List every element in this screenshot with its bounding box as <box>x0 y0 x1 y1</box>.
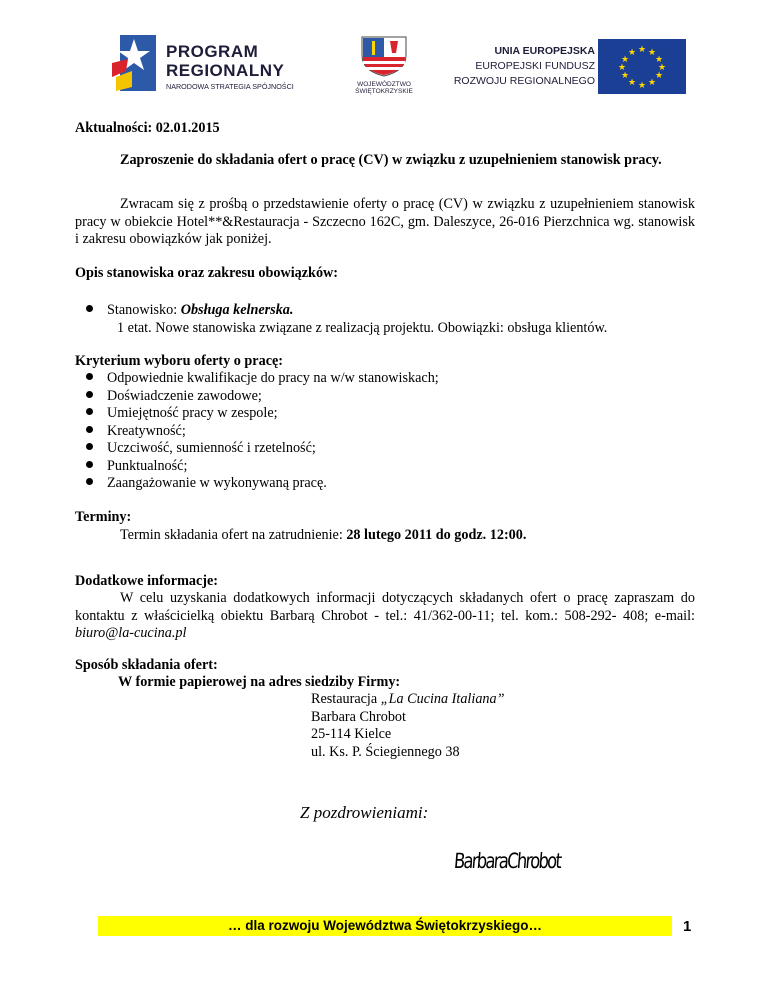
contact-email-link[interactable]: biuro@la-cucina.pl <box>75 625 187 641</box>
invitation-title-text: Zaproszenie do składania ofert o pracę (CV) w związku z uzupełnieniem stanowisk pracy. <box>120 152 662 168</box>
invitation-title <box>75 152 695 170</box>
program-logo-line3: NARODOWA STRATEGIA SPÓJNOŚCI <box>166 82 294 91</box>
bullet-icon <box>86 478 93 485</box>
deadlines-heading: Terminy: <box>75 509 132 525</box>
criteria-item <box>86 388 262 406</box>
position-label: Stanowisko: <box>107 302 181 318</box>
eu-logo-line3: ROZWOJU REGIONALNEGO <box>453 75 595 87</box>
criteria-item <box>86 440 316 458</box>
criteria-item <box>86 370 439 388</box>
bullet-icon <box>86 443 93 450</box>
criteria-text: Umiejętność pracy w zespole; <box>107 405 278 421</box>
address-line2: Barbara Chrobot <box>311 708 406 725</box>
closing-greeting: Z pozdrowieniami: <box>300 803 429 822</box>
address-line1 <box>311 691 505 709</box>
bullet-icon <box>86 373 93 380</box>
eu-logo-line1: UNIA EUROPEJSKA <box>494 45 595 57</box>
intro-paragraph-text: Zwracam się z prośbą o przedstawienie oferty o pracę (CV) w związku z uzupełnieniem stanowisk pracy w obiekcie Hotel**&Restauracja - Szczecno 162C, gm. Daleszyce, 26-016 Pierzchnica wg. stanowisk i zakresu obowiązków jak poniżej. <box>75 196 695 247</box>
bullet-icon <box>86 426 93 433</box>
criteria-text: Kreatywność; <box>107 422 186 439</box>
criteria-text: Odpowiednie kwalifikacje do pracy na w/w stanowiskach; <box>107 370 439 386</box>
criteria-item <box>86 475 327 493</box>
restaurant-name: „La Cucina Italiana” <box>380 691 505 707</box>
bullet-icon <box>86 305 93 312</box>
criteria-item <box>86 405 278 423</box>
position-heading: Opis stanowiska oraz zakresu obowiązków: <box>75 265 339 281</box>
criteria-heading: Kryterium wyboru oferty o pracę: <box>75 353 284 369</box>
position-name: Obsługa kelnerska. <box>180 302 294 318</box>
voivodeship-logo <box>345 33 425 95</box>
program-regionalny-logo <box>108 33 323 95</box>
program-logo-line1: PROGRAM <box>166 42 259 61</box>
program-star-icon <box>108 33 160 93</box>
footer-tagline: … dla rozwoju Województwa Świętokrzyskiego… <box>227 918 543 933</box>
criteria-text: Punktualność; <box>107 457 188 474</box>
eu-logo-line2: EUROPEJSKI FUNDUSZ <box>475 60 595 72</box>
additional-heading: Dodatkowe informacje: <box>75 573 219 589</box>
voivodeship-logo-line1: WOJEWÓDZTWO <box>357 81 411 88</box>
additional-paragraph <box>75 590 695 643</box>
bullet-icon <box>86 408 93 415</box>
address-block <box>311 691 505 761</box>
criteria-text: Doświadczenie zawodowe; <box>107 387 262 404</box>
deadline-line <box>120 527 526 544</box>
position-details: 1 etat. Nowe stanowiska związane z realizacją projektu. Obowiązki: obsługa klientów. <box>117 320 608 336</box>
additional-text: W celu uzyskania dodatkowych informacji dotyczących składanych ofert o pracę zapraszam do kontaktu z właścicielką obiektu Barbarą Chrobot - tel.: 41/362-00-11; tel. kom.: 508-292- 408; e-mail: <box>75 590 695 624</box>
address-line4: ul. Ks. P. Ściegiennego 38 <box>311 743 460 760</box>
intro-paragraph <box>75 196 695 249</box>
address-prefix: Restauracja <box>311 691 381 707</box>
criteria-text: Zaangażowanie w wykonywaną pracę. <box>107 475 327 491</box>
program-logo-line2: REGIONALNY <box>166 61 285 80</box>
criteria-item <box>86 423 186 441</box>
footer-tagline-bar <box>98 916 672 936</box>
criteria-text: Uczciwość, sumienność i rzetelność; <box>107 440 316 456</box>
news-date-label: Aktualności: 02.01.2015 <box>75 120 220 136</box>
coat-of-arms-icon <box>360 33 408 77</box>
submission-heading: Sposób składania ofert: <box>75 657 218 673</box>
page-number: 1 <box>683 918 692 935</box>
submission-subheading: W formie papierowej na adres siedziby Firmy: <box>118 674 401 690</box>
criteria-item <box>86 458 187 476</box>
voivodeship-logo-line2: ŚWIĘTOKRZYSKIE <box>355 88 413 95</box>
deadline-value: 28 lutego 2011 do godz. 12:00. <box>346 527 527 543</box>
eu-flag-icon: ★ ★ ★ ★ ★ ★ ★ ★ ★ ★ ★ ★ <box>598 39 686 94</box>
deadline-label: Termin składania ofert na zatrudnienie: <box>120 527 347 543</box>
position-item <box>86 302 293 320</box>
signature: BarbaraChrobot <box>453 849 562 873</box>
bullet-icon <box>86 461 93 468</box>
bullet-icon <box>86 391 93 398</box>
address-line3: 25-114 Kielce <box>311 726 392 742</box>
